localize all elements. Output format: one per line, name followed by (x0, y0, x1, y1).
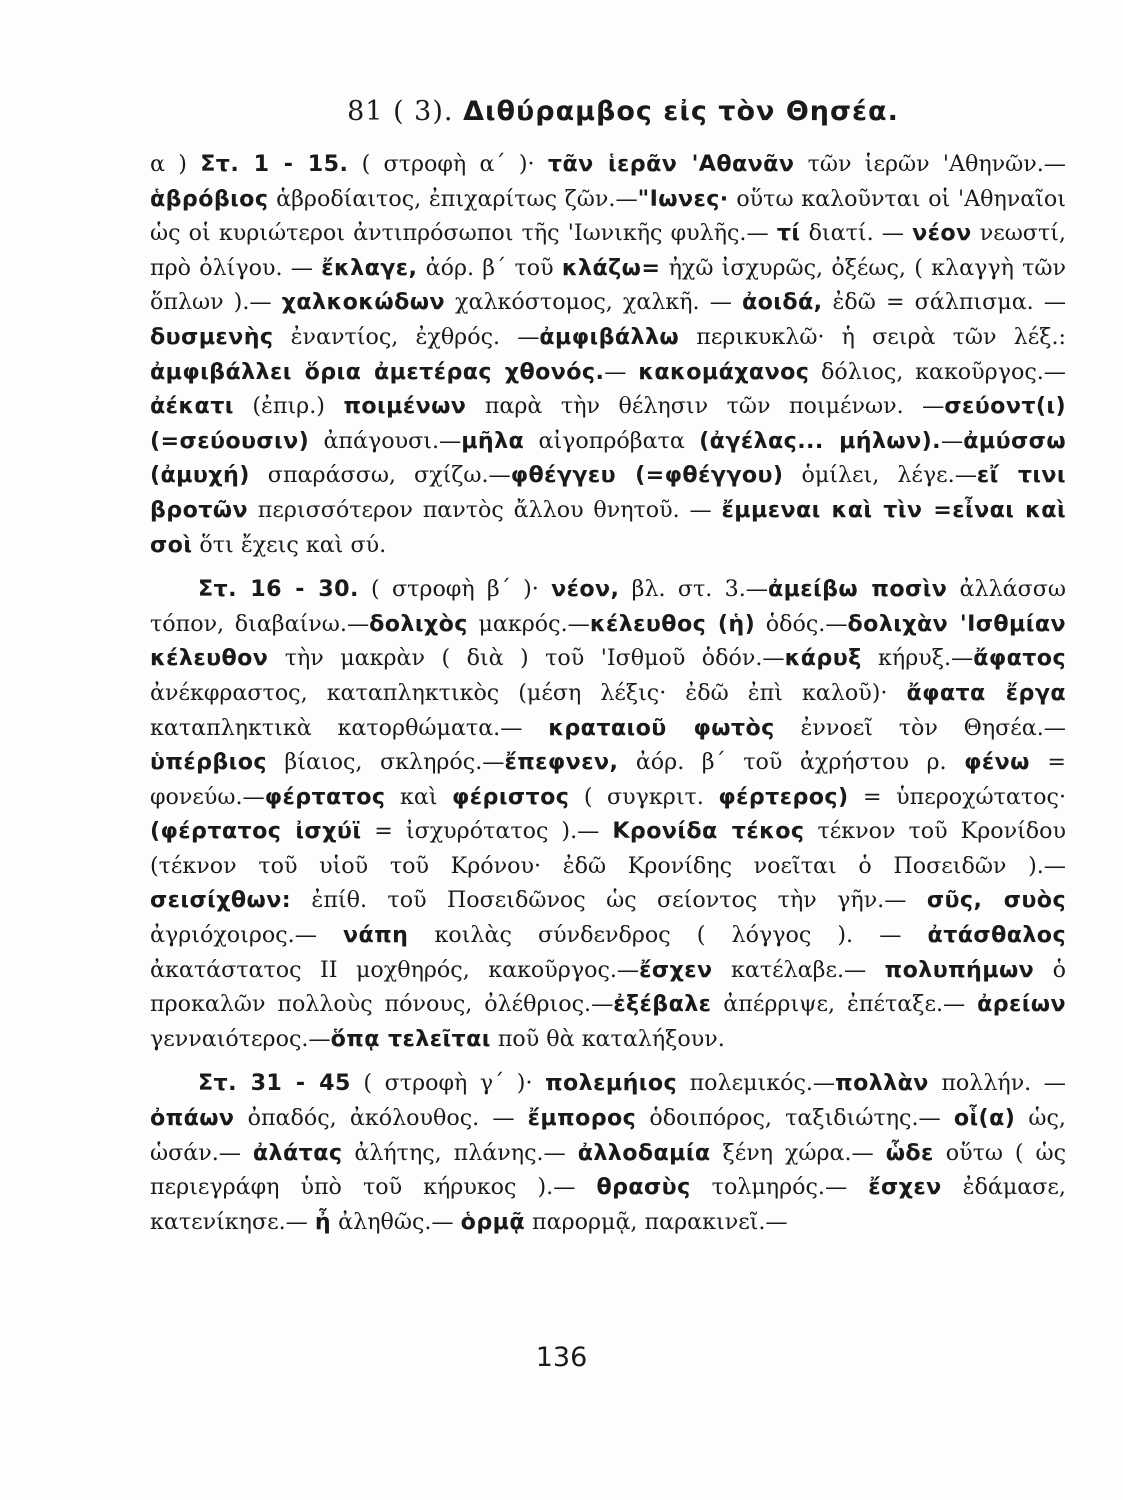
headword: τᾶν ἱερᾶν 'Αθανᾶν (547, 151, 795, 177)
gloss-text: τολμηρός.— (690, 1174, 869, 1201)
headword: ἔκλαγε, (321, 254, 418, 281)
gloss-text: ἁβροδίαιτος, ἐπιχαρίτως ζῶν.— (268, 185, 638, 212)
headword: δυσμενὴς (150, 323, 274, 350)
headword: σῦς, συὸς (926, 887, 1067, 914)
headword: ὑπέρβιος (150, 749, 267, 776)
gloss-text: δόλιος, κακοῦργος.— (809, 358, 1066, 385)
gloss-text: ἀπέρριψε, ἐπέταξε.— (711, 991, 978, 1018)
section-heading (180, 96, 1066, 127)
headword: κλάζω= (561, 254, 661, 281)
gloss-text: περικυκλῶ· ἡ σειρὰ τῶν λέξ.: (679, 323, 1066, 350)
headword: ἔμπορος (527, 1105, 637, 1132)
gloss-text: ἐναντίος, ἐχθρός. — (273, 323, 540, 350)
gloss-text: μακρός.— (467, 610, 590, 637)
gloss-text: ἀόρ. β΄ τοῦ (417, 254, 562, 281)
headword: ἀτάσθαλος (927, 922, 1066, 949)
headword: ἦ (314, 1208, 332, 1235)
headword: κακομάχανος (638, 358, 810, 385)
headword: ὁρμᾷ (460, 1208, 525, 1235)
headword: Κρονίδα τέκος (612, 818, 805, 845)
gloss-text: πολλήν. — (928, 1070, 1066, 1097)
headword: Στ. 31 - 45 (198, 1070, 351, 1097)
headword: ἐξέβαλε (613, 991, 712, 1018)
headword: Στ. 16 - 30. (198, 576, 359, 603)
gloss-text: βλ. στ. 3.— (619, 576, 768, 603)
headword: ἄφατα ἔργα (906, 679, 1066, 706)
headword: κραταιοῦ φωτὸς (548, 714, 775, 741)
headword: νέον, (551, 576, 620, 603)
gloss-text: κήρυξ.— (861, 645, 974, 672)
gloss-text: οὕτω ( ὡς περιεγράφη ὑπὸ τοῦ κήρυκος ).— (150, 1139, 1066, 1201)
gloss-text: (ἐπιρ.) (233, 393, 344, 420)
headword: (φέρτατος ἰσχύϊ (150, 818, 362, 845)
gloss-text: χαλκόστομος, χαλκῆ. — (444, 289, 742, 316)
headword: ἀρείων (977, 991, 1066, 1018)
gloss-text: ἀόρ. β΄ τοῦ ἀχρήστου ρ. (618, 749, 965, 776)
gloss-text: γενναιότερος.— (150, 1025, 331, 1052)
gloss-text: = φονεύω.— (150, 749, 1066, 810)
headword: πολυπήμων (884, 956, 1035, 983)
headword: "Ιωνες· (637, 185, 729, 212)
headword: πολεμήιος (545, 1070, 678, 1097)
gloss-text: παρὰ τὴν θέλησιν τῶν ποιμένων. — (466, 393, 945, 420)
headword: ὧδε (885, 1139, 934, 1166)
headword: σεύοντ(ι) (=σεύουσιν) (150, 393, 1067, 454)
gloss-text: ἐδῶ = σάλπισμα. — (822, 289, 1067, 316)
headword: δολιχὸς (369, 610, 468, 637)
gloss-text: ἀκατάστατος ΙΙ μοχθηρός, κακοῦργος.— (150, 956, 640, 983)
headword: ἀμφιβάλλει ὅρια ἀμετέρας χθονός. (150, 358, 605, 385)
gloss-text: — (604, 358, 639, 385)
gloss-text: ξένη χώρα.— (710, 1139, 886, 1166)
gloss-text: καταπληκτικὰ κατορθώματα.— (150, 714, 549, 741)
headword: ἀλάτας (252, 1139, 343, 1166)
gloss-text: ἐπίθ. τοῦ Ποσειδῶνος ὡς σείοντος τὴν γῆν.— (291, 887, 927, 914)
section-number: 81 ( 3). (347, 96, 454, 127)
gloss-text: = ὑπεροχώτατος· (848, 783, 1066, 810)
gloss-text: τῶν ἱερῶν 'Αθηνῶν.— (794, 151, 1066, 177)
headword: μῆλα (461, 427, 525, 454)
gloss-text: ὀπαδός, ἀκόλουθος. — (234, 1105, 528, 1132)
gloss-text: κατέλαβε.— (712, 956, 885, 983)
gloss-text: ( στροφὴ β΄ )· (358, 576, 552, 603)
gloss-text: ὁδός.— (755, 610, 848, 637)
headword: ποιμένων (343, 393, 467, 420)
gloss-text: ἀλλάσσω τόπον, διαβαίνω.— (150, 576, 1066, 637)
gloss-text: ( στροφὴ γ΄ )· (350, 1070, 546, 1097)
headword: φέρτερος) (718, 783, 849, 810)
gloss-text: ἀπάγουσι.— (309, 427, 462, 454)
headword: θρασὺς (596, 1174, 691, 1201)
headword: ἀοιδά, (741, 289, 823, 316)
headword: κέλευθος (ἡ) (589, 610, 756, 637)
headword: ἀλλοδαμία (577, 1139, 711, 1166)
gloss-text: βίαιος, σκληρός.— (266, 749, 505, 776)
gloss-text: νεωστί, πρὸ ὀλίγου. — (150, 220, 1066, 281)
gloss-text: πολεμικός.— (677, 1070, 836, 1097)
gloss-text: καὶ (385, 783, 453, 810)
gloss-text: ἀληθῶς.— (331, 1208, 461, 1235)
headword: ἔσχεν (868, 1174, 942, 1201)
headword: οἷ(α) (953, 1105, 1016, 1132)
headword: νάπη (343, 922, 409, 949)
gloss-text: ἠχῶ ἰσχυρῶς, ὀξέως, ( κλαγγὴ τῶν ὅπλων ).— (150, 254, 1067, 316)
gloss-text: — (941, 427, 964, 454)
gloss-text: ( συγκριτ. (569, 783, 719, 810)
gloss-text: περισσότερον παντὸς ἄλλου θνητοῦ. — (247, 496, 722, 523)
headword: ὅπᾳ τελεῖται (330, 1025, 491, 1052)
paragraph (150, 1066, 1066, 1239)
headword: ἀμφιβάλλω (539, 323, 680, 350)
headword: χαλκοκώδων (281, 289, 445, 316)
headword: ἔμμεναι καὶ τὶν =εἶναι καὶ σοὶ (150, 496, 1066, 558)
gloss-text: σπαράσσω, σχίζω.— (249, 462, 511, 489)
section-title: Διθύραμβος εἰς τὸν Θησέα. (463, 96, 899, 127)
headword: Στ. 1 - 15. (200, 151, 349, 177)
headword: (ἀγέλας... μήλων). (699, 427, 942, 454)
gloss-text: ὡς, ὡσάν.— (150, 1105, 1066, 1166)
headword: ἀέκατι (150, 393, 234, 420)
gloss-text: ὁμίλει, λέγε.— (783, 462, 977, 489)
headword: ὀπάων (150, 1105, 235, 1132)
page-number: 136 (535, 1342, 588, 1373)
headword: ἔσχεν (639, 956, 713, 983)
headword: ἄφατος (973, 645, 1066, 672)
headword: φέρτατος (264, 783, 386, 810)
gloss-text: ποῦ θὰ καταλήξουν. (490, 1025, 725, 1052)
gloss-text: παρορμᾷ, παρακινεῖ.— (524, 1208, 788, 1235)
headword: νέον (912, 220, 972, 247)
headword: ἀμείβω ποσὶν (767, 576, 948, 603)
gloss-text: ὅτι ἔχεις καὶ σύ. (192, 531, 387, 558)
gloss-text: τέκνον τοῦ Κρονίδου (τέκνον τοῦ υἱοῦ τοῦ Κρόνου· ἐδῶ Κρονίδης νοεῖται ὁ Ποσειδῶν ).— (150, 818, 1066, 879)
gloss-text: αἰγοπρόβατα (524, 427, 700, 454)
gloss-text: ἀνέκφραστος, καταπληκτικὸς (μέση λέξις· ἐδῶ ἐπὶ καλοῦ)· (150, 679, 907, 706)
headword: πολλὰν (835, 1070, 929, 1097)
gloss-text: ( στροφὴ α΄ )· (348, 151, 548, 177)
gloss-text: ὁ προκαλῶν πολλοὺς πόνους, ὀλέθριος.— (150, 956, 1066, 1018)
headword: φένω (964, 749, 1030, 776)
headword: τί (776, 220, 801, 247)
headword: ἔπεφνεν, (504, 749, 619, 776)
headword: ἀμύσσω (ἀμυχή) (150, 427, 1066, 489)
gloss-text: ἐδάμασε, κατενίκησε.— (150, 1174, 1066, 1235)
gloss-text: ὁδοιπόρος, ταξιδιώτης.— (636, 1105, 954, 1132)
gloss-text: τὴν μακρὰν ( διὰ ) τοῦ 'Ισθμοῦ ὁδόν.— (268, 645, 785, 672)
paragraph (150, 147, 1066, 562)
paragraph (150, 572, 1066, 1056)
headword: σεισίχθων: (150, 887, 292, 914)
page-body (150, 96, 1066, 1249)
gloss-text: διατί. — (800, 220, 913, 247)
gloss-text: κοιλὰς σύνδενδρος ( λόγγος ). — (408, 922, 928, 949)
gloss-text: ἐννοεῖ τὸν Θησέα.— (774, 714, 1066, 741)
headword: δολιχὰν 'Ισθμίαν κέλευθον (150, 610, 1066, 672)
gloss-text: α ) (150, 151, 201, 177)
headword: φθέγγευ (=φθέγγου) (510, 462, 784, 489)
gloss-text: = ἰσχυρότατος ).— (361, 818, 613, 845)
headword: φέριστος (452, 783, 570, 810)
headword: εἴ τινι βροτῶν (150, 462, 1066, 523)
headword: ἁβρόβιος (150, 185, 269, 212)
gloss-text: ἀγριόχοιρος.— (150, 922, 344, 949)
headword: κάρυξ (784, 645, 862, 672)
gloss-text: οὕτω καλοῦνται οἱ 'Αθηναῖοι ὡς οἱ κυριώτεροι ἀντιπρόσωποι τῆς 'Ιωνικῆς φυλῆς.— (150, 185, 1066, 247)
gloss-text: ἀλήτης, πλάνης.— (342, 1139, 578, 1166)
